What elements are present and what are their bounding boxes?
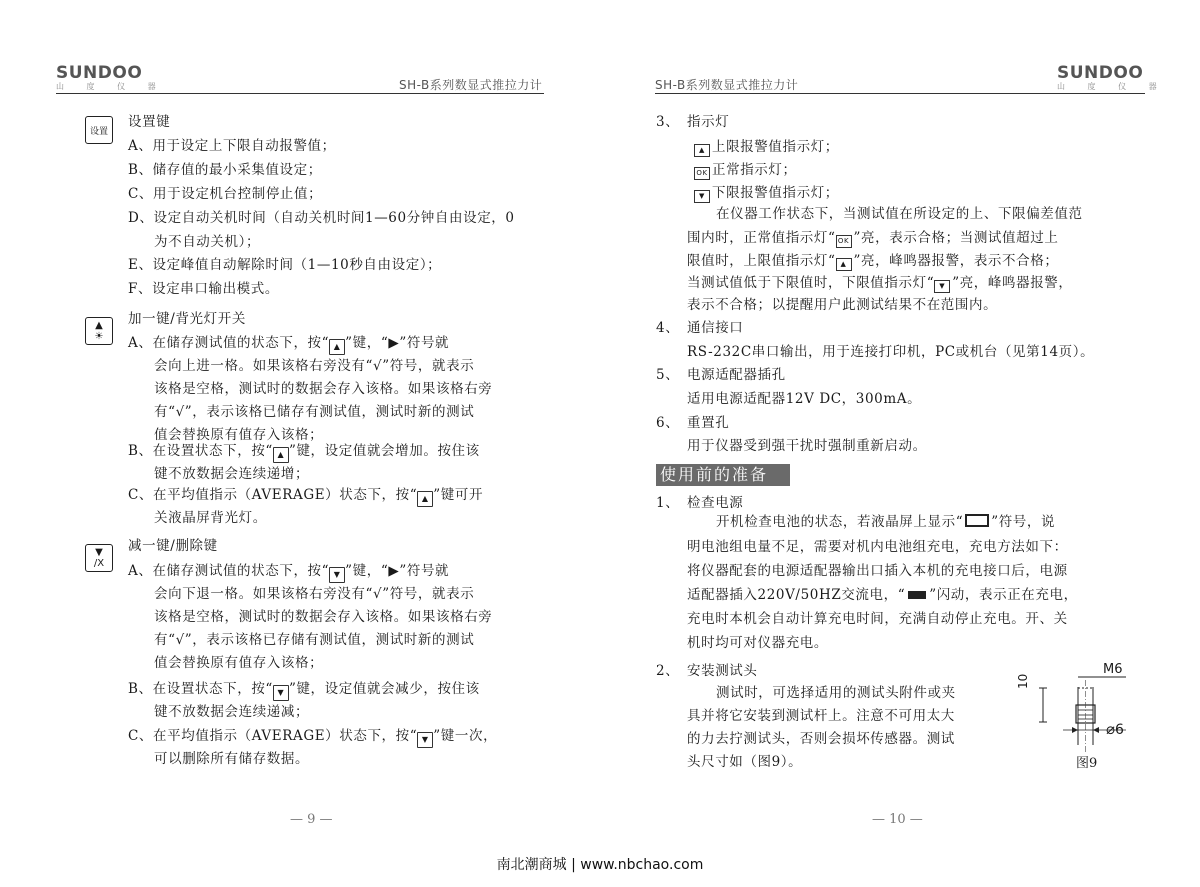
plus-key-line: 有“√”，表示该格已储存有测试值，测试时新的测试 — [154, 404, 475, 420]
set-key-icon: 设置 — [85, 116, 113, 144]
prep1-line: 开机检查电池的状态，若液晶屏上显示“ ”符号，说 — [716, 514, 1056, 530]
figure-caption: 图9 — [1076, 756, 1098, 771]
minus-key-line: 有“√”，表示该格已存储有测试值，测试时新的测试 — [154, 632, 475, 648]
footer-watermark: 南北潮商城 | www.nbchao.com — [496, 857, 704, 873]
lower-limit-indicator-icon: ▼ — [694, 190, 710, 203]
minus-key-line: 键不放数据会连续递减； — [154, 704, 310, 720]
set-key-line: E、设定峰值自动解除时间（1—10秒自由设定）； — [128, 257, 442, 273]
brand-subtitle: 山 度 仪 器 — [56, 82, 166, 91]
plus-key-line: 会向上进一格。如果该格右旁没有“√”符号，就表示 — [154, 358, 475, 374]
figure-thread-label: M6 — [1103, 662, 1123, 677]
prep2-line: 具并将它安装到测试杆上。注意不可用太大 — [687, 708, 955, 724]
plus-key-title: 加一键/背光灯开关 — [128, 311, 246, 327]
prep2-title: 安装测试头 — [687, 663, 758, 679]
item5-body: 适用电源适配器12V DC，300mA。 — [687, 391, 922, 407]
brand-name: SUNDOO — [56, 63, 143, 83]
header-rule — [655, 93, 1145, 94]
minus-key-line: 值会替换原有值存入该格； — [154, 655, 324, 671]
page-number: — 10 — — [872, 812, 923, 827]
ok-indicator-icon: OK — [694, 167, 710, 180]
item4-body: RS-232C串口输出，用于连接打印机，PC或机台（见第14页）。 — [687, 344, 1095, 360]
brand-subtitle: 山 度 仪 器 — [1057, 82, 1167, 91]
prep1-line: 适配器插入220V/50HZ交流电，“ ”闪动，表示正在充电， — [687, 587, 1078, 603]
minus-key-line: 可以删除所有储存数据。 — [154, 751, 310, 767]
lower-limit-indicator-icon: ▼ — [934, 280, 950, 293]
plus-key-line-a1: A、在储存测试值的状态下，按“ ▲ ”键，“▶”符号就 — [128, 334, 449, 355]
header-title: SH-B系列数显式推拉力计 — [399, 78, 543, 92]
brand-name: SUNDOO — [1057, 63, 1144, 83]
set-key-line: 为不自动关机）； — [154, 234, 261, 250]
item5-title: 电源适配器插孔 — [687, 367, 786, 383]
upper-limit-indicator-icon: ▲ — [836, 258, 852, 271]
set-key-line: C、用于设定机台控制停止值； — [128, 186, 323, 202]
normal-indicator-line: OK 正常指示灯； — [694, 161, 797, 180]
prep1-line: 机时均可对仪器充电。 — [687, 635, 828, 651]
upper-limit-indicator-icon: ▲ — [694, 144, 710, 157]
set-key-line: A、用于设定上下限自动报警值； — [128, 138, 336, 154]
plus-key-icon: ▲ ☀ — [85, 317, 113, 345]
plus-key-line: 该格是空格，测试时的数据会存入该格。如果该格右旁 — [154, 381, 493, 397]
minus-key-title: 减一键/删除键 — [128, 538, 218, 554]
header-rule — [56, 93, 544, 94]
item4-title: 通信接口 — [687, 320, 744, 336]
item6-body: 用于仪器受到强干扰时强制重新启动。 — [687, 438, 927, 454]
figure-diameter-label: ⌀6 — [1106, 720, 1124, 738]
minus-key-icon: ▼ /X — [85, 544, 113, 572]
figure-length-label: 10 — [1016, 673, 1030, 689]
plus-key-mini-icon: ▲ — [417, 491, 433, 507]
minus-key-mini-icon: ▼ — [273, 685, 289, 701]
prep2-line: 测试时，可选择适用的测试头附件或夹 — [716, 685, 956, 701]
prep1-line: 充电时本机会自动计算充电时间，充满自动停止充电。开、关 — [687, 611, 1068, 627]
minus-key-line-a1: A、在储存测试值的状态下，按“ ▼ ”键，“▶”符号就 — [128, 562, 449, 583]
plus-key-line: 值会替换原有值存入该格； — [154, 427, 324, 443]
prep2-line: 头尺寸如（图9）。 — [687, 754, 803, 770]
item-number: 2、 — [656, 663, 680, 679]
item3-para: 限值时，上限值指示灯“ ▲ ”亮，峰鸣器报警，表示不合格； — [687, 253, 1059, 269]
item3-para: 在仪器工作状态下，当测试值在所设定的上、下限偏差值范 — [716, 206, 1083, 222]
prep1-line: 明电池组电量不足，需要对机内电池组充电，充电方法如下： — [687, 539, 1068, 555]
plus-key-mini-icon: ▲ — [273, 447, 289, 463]
ok-indicator-icon: OK — [836, 235, 852, 248]
set-key-line: F、设定串口输出模式。 — [128, 281, 279, 297]
item3-title: 指示灯 — [687, 114, 730, 130]
item3-para: 当测试值低于下限值时，下限值指示灯“ ▼ ”亮，峰鸣器报警， — [687, 275, 1073, 291]
brand-logo — [1057, 64, 1167, 92]
right-page — [600, 0, 1200, 887]
section-heading: 使用前的准备 — [656, 464, 790, 486]
item6-title: 重置孔 — [687, 415, 730, 431]
item-number: 1、 — [656, 495, 680, 511]
minus-key-line-c1: C、在平均值指示（AVERAGE）状态下，按“ ▼ ”键一次， — [128, 727, 497, 748]
set-key-title: 设置键 — [128, 114, 171, 130]
minus-key-line-b1: B、在设置状态下，按“ ▼ ”键，设定值就会减少，按住该 — [128, 680, 480, 701]
plus-key-line-b1: B、在设置状态下，按“ ▲ ”键，设定值就会增加。按住该 — [128, 442, 480, 463]
prep1-line: 将仪器配套的电源适配器输出口插入本机的充电接口后，电源 — [687, 563, 1068, 579]
header-title: SH-B系列数显式推拉力计 — [655, 78, 799, 92]
figure-9 — [1018, 660, 1148, 770]
minus-key-line: 会向下退一格。如果该格右旁没有“√”符号，就表示 — [154, 586, 475, 602]
plus-key-line: 关液晶屏背光灯。 — [154, 510, 267, 526]
plus-key-mini-icon: ▲ — [329, 339, 345, 355]
item-number: 5、 — [656, 367, 680, 383]
lower-indicator-line: ▼ 下限报警值指示灯； — [694, 184, 839, 203]
item3-para: 表示不合格；以提醒用户此测试结果不在范围内。 — [687, 297, 998, 313]
minus-key-mini-icon: ▼ — [329, 567, 345, 583]
brand-logo — [56, 64, 166, 92]
set-key-line: D、设定自动关机时间（自动关机时间1—60分钟自由设定，0 — [128, 210, 515, 226]
prep1-title: 检查电源 — [687, 495, 744, 511]
plus-key-line-c1: C、在平均值指示（AVERAGE）状态下，按“ ▲ ”键可开 — [128, 486, 483, 507]
set-key-line: B、储存值的最小采集值设定； — [128, 162, 322, 178]
page-number: — 9 — — [290, 812, 333, 827]
item-number: 3、 — [656, 114, 680, 130]
item3-para: 围内时，正常值指示灯“ OK ”亮，表示合格；当测试值超过上 — [687, 230, 1059, 246]
minus-key-mini-icon: ▼ — [417, 732, 433, 748]
charging-icon — [908, 591, 926, 599]
upper-indicator-line: ▲ 上限报警值指示灯； — [694, 138, 839, 157]
minus-key-line: 该格是空格，测试时的数据会存入该格。如果该格右旁 — [154, 609, 493, 625]
prep2-line: 的力去拧测试头，否则会损坏传感器。测试 — [687, 731, 955, 747]
plus-key-line: 键不放数据会连续递增； — [154, 466, 310, 482]
battery-icon — [965, 514, 989, 527]
item-number: 4、 — [656, 320, 680, 336]
item-number: 6、 — [656, 415, 680, 431]
